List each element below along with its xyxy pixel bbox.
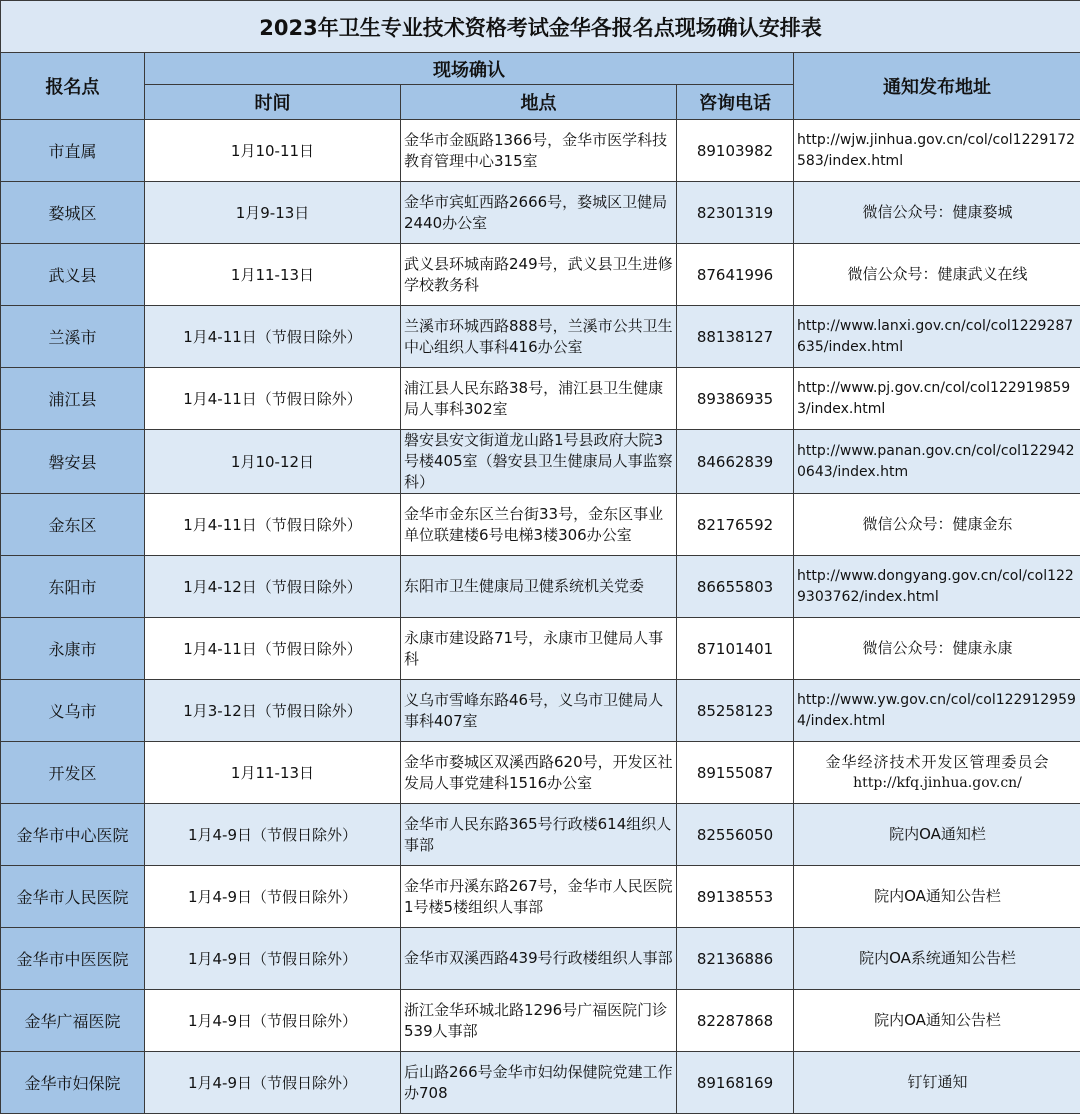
notice-address: 微信公众号：健康武义在线 (794, 244, 1080, 306)
contact-phone: 87101401 (677, 618, 794, 680)
confirm-location: 永康市建设路71号，永康市卫健局人事科 (401, 618, 677, 680)
confirm-time: 1月4-11日（节假日除外） (145, 618, 401, 680)
confirm-time: 1月9-13日 (145, 182, 401, 244)
table-row (1, 494, 1080, 556)
table-row (1, 742, 1080, 804)
notice-address[interactable]: http://www.pj.gov.cn/col/col1229198593/index.html (794, 368, 1080, 430)
table-title: 2023年卫生专业技术资格考试金华各报名点现场确认安排表 (1, 1, 1080, 53)
table-row (1, 120, 1080, 182)
site-name: 磐安县 (1, 430, 145, 494)
notice-link[interactable]: http://kfq.jinhua.gov.cn/ (853, 774, 1022, 791)
notice-address: 微信公众号：健康金东 (794, 494, 1080, 556)
notice-address: 微信公众号：健康永康 (794, 618, 1080, 680)
notice-address: 院内OA通知公告栏 (794, 866, 1080, 928)
notice-address: 院内OA通知公告栏 (794, 990, 1080, 1052)
site-name: 婺城区 (1, 182, 145, 244)
contact-phone: 82287868 (677, 990, 794, 1052)
site-name: 浦江县 (1, 368, 145, 430)
notice-org: 金华经济技术开发区管理委员会 (825, 752, 1050, 771)
confirm-time: 1月11-13日 (145, 742, 401, 804)
contact-phone: 84662839 (677, 430, 794, 494)
confirm-location: 金华市金瓯路1366号，金华市医学科技教育管理中心315室 (401, 120, 677, 182)
header-notice: 通知发布地址 (794, 53, 1080, 120)
confirm-location: 金华市人民东路365号行政楼614组织人事部 (401, 804, 677, 866)
notice-address[interactable]: http://www.lanxi.gov.cn/col/col1229287635/index.html (794, 306, 1080, 368)
notice-address: 钉钉通知 (794, 1052, 1080, 1114)
header-phone: 咨询电话 (677, 85, 794, 120)
confirm-location: 金华市金东区兰台街33号，金东区事业单位联建楼6号电梯3楼306办公室 (401, 494, 677, 556)
confirm-time: 1月4-9日（节假日除外） (145, 990, 401, 1052)
site-name: 武义县 (1, 244, 145, 306)
site-name: 开发区 (1, 742, 145, 804)
confirm-location: 金华市宾虹西路2666号，婺城区卫健局2440办公室 (401, 182, 677, 244)
contact-phone: 82301319 (677, 182, 794, 244)
site-name: 永康市 (1, 618, 145, 680)
contact-phone: 87641996 (677, 244, 794, 306)
confirm-time: 1月4-9日（节假日除外） (145, 804, 401, 866)
contact-phone: 89103982 (677, 120, 794, 182)
confirm-time: 1月4-9日（节假日除外） (145, 928, 401, 990)
confirm-location: 武义县环城南路249号，武义县卫生进修学校教务科 (401, 244, 677, 306)
notice-address[interactable]: http://www.panan.gov.cn/col/col1229420643/index.htm (794, 430, 1080, 494)
confirm-location: 浙江金华环城北路1296号广福医院门诊539人事部 (401, 990, 677, 1052)
contact-phone: 89168169 (677, 1052, 794, 1114)
header-time: 时间 (145, 85, 401, 120)
confirm-location: 金华市丹溪东路267号，金华市人民医院1号楼5楼组织人事部 (401, 866, 677, 928)
table-row (1, 368, 1080, 430)
contact-phone: 85258123 (677, 680, 794, 742)
notice-address: 院内OA系统通知公告栏 (794, 928, 1080, 990)
confirm-location: 兰溪市环城西路888号，兰溪市公共卫生中心组织人事科416办公室 (401, 306, 677, 368)
contact-phone: 82556050 (677, 804, 794, 866)
site-name: 金东区 (1, 494, 145, 556)
contact-phone: 82136886 (677, 928, 794, 990)
confirm-time: 1月4-11日（节假日除外） (145, 494, 401, 556)
confirm-location: 东阳市卫生健康局卫健系统机关党委 (401, 556, 677, 618)
contact-phone: 89138553 (677, 866, 794, 928)
table-row (1, 928, 1080, 990)
header-site: 报名点 (1, 53, 145, 120)
confirm-time: 1月4-11日（节假日除外） (145, 368, 401, 430)
table-row (1, 306, 1080, 368)
notice-address: 微信公众号：健康婺城 (794, 182, 1080, 244)
contact-phone: 82176592 (677, 494, 794, 556)
notice-address[interactable]: http://www.yw.gov.cn/col/col1229129594/index.html (794, 680, 1080, 742)
confirm-location: 金华市双溪西路439号行政楼组织人事部 (401, 928, 677, 990)
site-name: 金华市妇保院 (1, 1052, 145, 1114)
header-onsite: 现场确认 (145, 53, 794, 85)
site-name: 义乌市 (1, 680, 145, 742)
site-name: 金华市中心医院 (1, 804, 145, 866)
confirm-location: 浦江县人民东路38号，浦江县卫生健康局人事科302室 (401, 368, 677, 430)
contact-phone: 89386935 (677, 368, 794, 430)
table-row (1, 1052, 1080, 1114)
table-row (1, 182, 1080, 244)
table-row (1, 990, 1080, 1052)
contact-phone: 88138127 (677, 306, 794, 368)
confirm-time: 1月11-13日 (145, 244, 401, 306)
confirm-time: 1月10-11日 (145, 120, 401, 182)
table-row (1, 680, 1080, 742)
confirm-location: 金华市婺城区双溪西路620号，开发区社发局人事党建科1516办公室 (401, 742, 677, 804)
header-location: 地点 (401, 85, 677, 120)
table-row (1, 556, 1080, 618)
site-name: 金华市中医医院 (1, 928, 145, 990)
confirm-location: 义乌市雪峰东路46号，义乌市卫健局人事科407室 (401, 680, 677, 742)
confirm-time: 1月4-12日（节假日除外） (145, 556, 401, 618)
confirm-time: 1月4-11日（节假日除外） (145, 306, 401, 368)
notice-address[interactable]: http://wjw.jinhua.gov.cn/col/col1229172583/index.html (794, 120, 1080, 182)
notice-address: 院内OA通知栏 (794, 804, 1080, 866)
table-row (1, 804, 1080, 866)
table-row (1, 866, 1080, 928)
table-row (1, 618, 1080, 680)
contact-phone: 86655803 (677, 556, 794, 618)
confirm-location: 磐安县安文街道龙山路1号县政府大院3号楼405室（磐安县卫生健康局人事监察科） (401, 430, 677, 494)
contact-phone: 89155087 (677, 742, 794, 804)
site-name: 东阳市 (1, 556, 145, 618)
notice-address (794, 742, 1080, 804)
site-name: 金华广福医院 (1, 990, 145, 1052)
notice-address[interactable]: http://www.dongyang.gov.cn/col/col1229303762/index.html (794, 556, 1080, 618)
confirm-location: 后山路266号金华市妇幼保健院党建工作办708 (401, 1052, 677, 1114)
table-row (1, 244, 1080, 306)
table-row (1, 430, 1080, 494)
site-name: 市直属 (1, 120, 145, 182)
confirm-time: 1月3-12日（节假日除外） (145, 680, 401, 742)
site-name: 金华市人民医院 (1, 866, 145, 928)
confirm-time: 1月4-9日（节假日除外） (145, 866, 401, 928)
confirm-time: 1月4-9日（节假日除外） (145, 1052, 401, 1114)
confirm-time: 1月10-12日 (145, 430, 401, 494)
site-name: 兰溪市 (1, 306, 145, 368)
